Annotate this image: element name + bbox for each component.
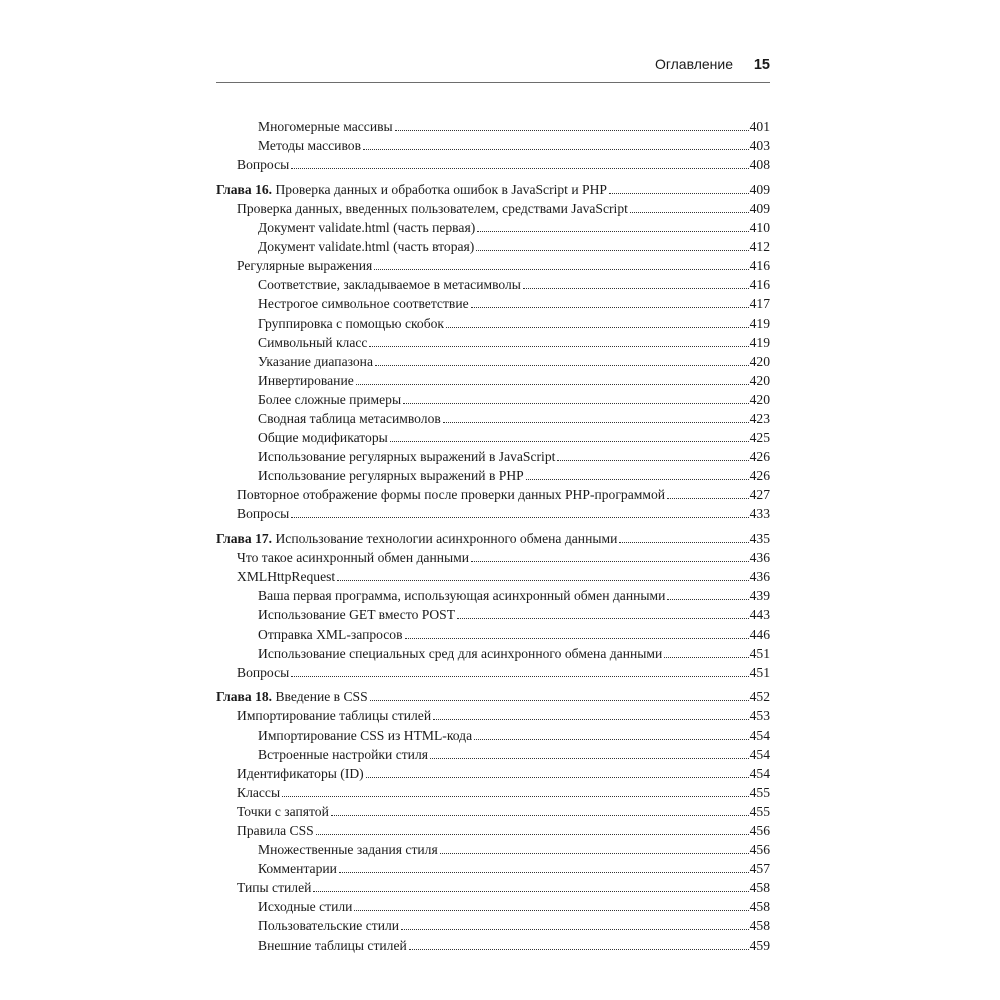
toc-page-number: 420	[749, 353, 770, 369]
toc-entry	[216, 275, 770, 294]
dot-leader	[316, 834, 749, 835]
toc-entry-title: Методы массивов	[258, 138, 361, 154]
toc-entry-title: Исходные стили	[258, 899, 353, 915]
toc-page-number: 425	[749, 430, 770, 446]
toc-entry	[216, 504, 770, 523]
toc-entry-title: Сводная таблица метасимволов	[258, 411, 441, 426]
toc-entry	[216, 624, 770, 643]
dot-leader	[366, 777, 749, 778]
toc-entry	[216, 199, 770, 218]
toc-entry-title: Множественные задания стиля	[258, 842, 438, 858]
page-header	[216, 56, 770, 80]
chapter-number: Глава 17.	[216, 531, 273, 547]
toc-page-number: 459	[749, 937, 770, 953]
dot-leader	[363, 149, 749, 150]
toc-entry-title: Пользовательские стили	[258, 918, 400, 934]
toc-entry-title: Вопросы	[237, 664, 290, 680]
dot-leader	[526, 479, 749, 480]
toc-page-number: 458	[749, 918, 770, 934]
toc-page-number: 436	[749, 550, 770, 566]
toc-entry	[216, 218, 770, 237]
toc-page-number: 456	[749, 842, 770, 858]
dot-leader	[457, 618, 749, 619]
toc-entry	[216, 485, 770, 504]
dot-leader	[474, 739, 749, 740]
dot-leader	[354, 910, 748, 911]
toc-entry	[216, 466, 770, 485]
toc-page-number: 433	[749, 506, 770, 522]
header-rule	[216, 82, 770, 83]
toc-entry	[216, 409, 770, 428]
toc-entry	[216, 352, 770, 371]
toc-page-number: 420	[749, 372, 770, 388]
dot-leader	[374, 269, 748, 270]
page-number: 15	[753, 57, 770, 73]
dot-leader	[476, 250, 748, 251]
toc-entry-title: Импортирование CSS из HTML-кода	[258, 727, 473, 743]
toc-page-number: 458	[749, 899, 770, 915]
toc-chapter-entry	[216, 180, 770, 199]
dot-leader	[291, 168, 748, 169]
dot-leader	[331, 815, 749, 816]
toc-entry-title: Правила CSS	[237, 822, 314, 838]
toc-entry	[216, 567, 770, 586]
dot-leader	[282, 796, 749, 797]
dot-leader	[291, 676, 748, 677]
running-title: Оглавление	[654, 56, 733, 72]
toc-page-number: 451	[749, 645, 770, 661]
toc-page-number: 416	[749, 258, 770, 274]
dot-leader	[433, 719, 749, 720]
toc-page-number: 446	[749, 626, 770, 642]
toc-entry	[216, 333, 770, 352]
dot-leader	[337, 580, 748, 581]
toc-entry	[216, 802, 770, 821]
dot-leader	[409, 949, 749, 950]
toc-page-number: 455	[749, 784, 770, 800]
toc-entry	[216, 897, 770, 916]
toc-entry	[216, 745, 770, 764]
chapter-title: Проверка данных и обработка ошибок в JavaScript и PHP	[275, 181, 607, 197]
chapter-number: Глава 18.	[216, 689, 273, 705]
toc-entry	[216, 935, 770, 954]
toc-entry-title: Соответствие, закладываемое в метасимволы	[258, 277, 521, 293]
toc-page-number: 439	[749, 588, 770, 604]
toc-entry	[216, 706, 770, 725]
toc-entry-title: Нестрогое символьное соответствие	[258, 296, 469, 312]
toc-page-number: 427	[749, 487, 770, 503]
toc-page-number: 456	[749, 822, 770, 838]
toc-entry	[216, 764, 770, 783]
toc-entry-title: Что такое асинхронный обмен данными	[237, 550, 470, 566]
toc-page-number: 452	[749, 689, 770, 705]
dot-leader	[609, 193, 749, 194]
toc-entry-title: Повторное отображение формы после проверки данных PHP-программой	[237, 487, 666, 503]
toc-entry	[216, 859, 770, 878]
dot-leader	[667, 498, 749, 499]
toc-entry	[216, 916, 770, 935]
toc-entry-title: Документ validate.html (часть первая)	[258, 220, 476, 236]
toc-entry-title: Группировка с помощью скобок	[258, 315, 445, 331]
toc-page-number: 401	[749, 119, 770, 135]
toc-entry-title: Точки с запятой	[237, 803, 329, 819]
dot-leader	[375, 365, 749, 366]
toc-page-number: 435	[749, 531, 770, 547]
toc-page-number: 412	[749, 239, 770, 255]
toc-page-number: 457	[749, 861, 770, 877]
toc-page-number: 409	[749, 181, 770, 197]
dot-leader	[395, 130, 749, 131]
toc-entry-title: Использование специальных сред для асинхронного обмена данными	[258, 645, 663, 661]
toc-entry-title	[216, 529, 617, 548]
toc-entry-title: Проверка данных, введенных пользователем, средствами JavaScript	[237, 200, 628, 216]
dot-leader	[405, 638, 749, 639]
dot-leader	[313, 891, 748, 892]
toc-entry-title: Использование регулярных выражений в PHP	[258, 468, 524, 484]
toc-page-number: 454	[749, 765, 770, 781]
toc-entry	[216, 136, 770, 155]
toc-entry	[216, 840, 770, 859]
dot-leader	[523, 288, 749, 289]
toc-entry	[216, 586, 770, 605]
dot-leader	[403, 403, 749, 404]
toc-page-number: 409	[749, 200, 770, 216]
toc-page-number: 423	[749, 411, 770, 426]
toc-entry	[216, 313, 770, 332]
toc-page-number: 417	[749, 296, 770, 312]
dot-leader	[401, 929, 749, 930]
toc-entry-title: Отправка XML-запросов	[258, 626, 403, 642]
toc-entry	[216, 256, 770, 275]
toc-page-number: 403	[749, 138, 770, 154]
toc-entry-title: Многомерные массивы	[258, 119, 393, 135]
chapter-title: Введение в CSS	[275, 689, 368, 705]
dot-leader	[619, 542, 748, 543]
toc-entry	[216, 371, 770, 390]
toc-entry-title: Более сложные примеры	[258, 391, 402, 407]
toc-page-number: 426	[749, 449, 770, 465]
toc-entry-title: Классы	[237, 784, 281, 800]
toc-entry-title	[216, 180, 607, 199]
toc-entry	[216, 447, 770, 466]
toc-entry	[216, 117, 770, 136]
toc-page-number: 419	[749, 334, 770, 350]
toc-entry	[216, 663, 770, 682]
toc-page-number: 436	[749, 569, 770, 585]
toc-page-number: 455	[749, 803, 770, 819]
toc-entry-title: Регулярные выражения	[237, 258, 373, 274]
toc-entry-title: Внешние таблицы стилей	[258, 937, 407, 953]
toc-chapter-entry	[216, 529, 770, 548]
toc-entry	[216, 237, 770, 256]
chapter-title: Использование технологии асинхронного обмена данными	[275, 531, 618, 547]
toc-entry-title	[216, 687, 368, 706]
dot-leader	[630, 212, 749, 213]
toc-entry-title: Ваша первая программа, использующая асинхронный обмен данными	[258, 588, 666, 604]
dot-leader	[339, 872, 749, 873]
toc-entry-title: Инвертирование	[258, 372, 354, 388]
toc-chapter-entry	[216, 687, 770, 706]
toc-entry-title: Использование GET вместо POST	[258, 607, 456, 623]
chapter-number: Глава 16.	[216, 181, 273, 197]
toc-page-number: 410	[749, 220, 770, 236]
toc-entry-title: Вопросы	[237, 157, 290, 173]
toc-page-number: 454	[749, 746, 770, 762]
dot-leader	[291, 517, 748, 518]
dot-leader	[430, 758, 749, 759]
toc-entry	[216, 878, 770, 897]
toc-entry-title: Вопросы	[237, 506, 290, 522]
toc-page-number: 453	[749, 708, 770, 724]
toc-entry	[216, 428, 770, 447]
toc-page-number: 419	[749, 315, 770, 331]
toc-entry	[216, 155, 770, 174]
toc-page-number: 426	[749, 468, 770, 484]
toc-page-number: 416	[749, 277, 770, 293]
toc-page-number: 420	[749, 391, 770, 407]
toc-entry-title: Комментарии	[258, 861, 337, 877]
dot-leader	[471, 561, 749, 562]
dot-leader	[471, 307, 749, 308]
toc-entry	[216, 725, 770, 744]
dot-leader	[446, 327, 749, 328]
toc-entry	[216, 821, 770, 840]
toc-page-number: 458	[749, 880, 770, 896]
toc-entry	[216, 390, 770, 409]
dot-leader	[369, 346, 748, 347]
toc-entry-title: Типы стилей	[237, 880, 312, 896]
toc-entry-title: Общие модификаторы	[258, 430, 388, 446]
toc-entry-title: Использование регулярных выражений в JavaScript	[258, 449, 556, 465]
dot-leader	[390, 441, 749, 442]
toc-entry-title: Импортирование таблицы стилей	[237, 708, 432, 724]
toc-entry	[216, 605, 770, 624]
dot-leader	[667, 599, 748, 600]
book-page	[216, 0, 770, 1000]
toc-page-number: 443	[749, 607, 770, 623]
dot-leader	[440, 853, 749, 854]
dot-leader	[370, 700, 749, 701]
toc-entry	[216, 294, 770, 313]
toc-page-number: 451	[749, 664, 770, 680]
toc-entry-title: Документ validate.html (часть вторая)	[258, 239, 475, 255]
dot-leader	[557, 460, 748, 461]
toc-entry-title: Встроенные настройки стиля	[258, 746, 428, 762]
dot-leader	[477, 231, 748, 232]
toc-entry-title: Указание диапазона	[258, 353, 373, 369]
toc-entry	[216, 783, 770, 802]
dot-leader	[664, 657, 748, 658]
dot-leader	[356, 384, 749, 385]
toc-entry-title: Идентификаторы (ID)	[237, 765, 364, 781]
toc-entry-title: Символьный класс	[258, 334, 368, 350]
toc-page-number: 454	[749, 727, 770, 743]
dot-leader	[443, 422, 749, 423]
toc-entry	[216, 644, 770, 663]
toc-entry	[216, 548, 770, 567]
table-of-contents	[216, 117, 770, 955]
toc-entry-title: XMLHttpRequest	[237, 569, 336, 585]
toc-page-number: 408	[749, 157, 770, 173]
